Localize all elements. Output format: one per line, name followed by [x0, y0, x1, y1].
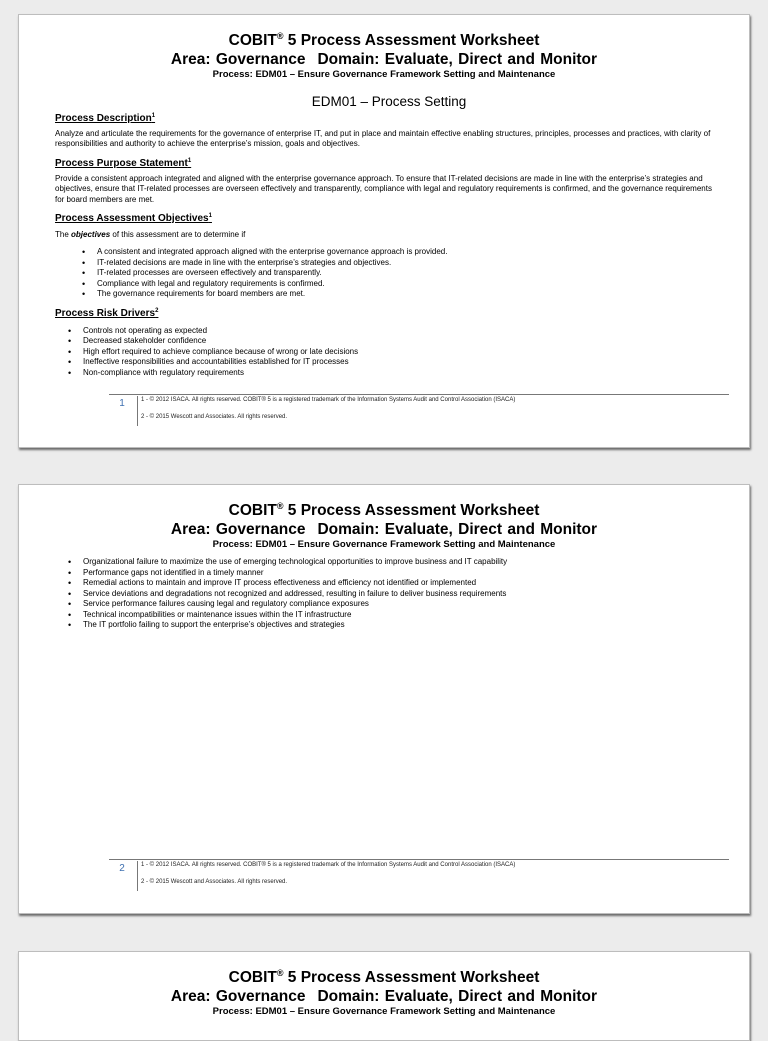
- page-header: [19, 964, 749, 1018]
- risk-drivers-list: [55, 326, 723, 379]
- document-page-2: [18, 484, 750, 914]
- footnote-2: 2 - © 2015 Wescott and Associates. All rights reserved.: [141, 879, 288, 885]
- document-page-3: [18, 951, 750, 1041]
- process-description-text: Analyze and articulate the requirements for the governance of enterprise IT, and put in place and maintain effective enabling structures, principles, processes and practices, with clarity of responsibilities and authority to achieve the enterprise’s mission, goals and objectives.: [55, 129, 711, 149]
- process-label: Process: EDM01 – Ensure Governance Framework Setting and Maintenance: [212, 539, 556, 550]
- list-item: • Remedial actions to maintain and improve IT process effectiveness and efficiency not identified or implemented: [55, 578, 723, 589]
- area-label: Area: Governance: [170, 988, 306, 1005]
- page-header: [19, 27, 749, 81]
- list-item: • Performance gaps not identified in a timely manner: [55, 568, 723, 579]
- list-item: • Compliance with legal and regulatory requirements is confirmed.: [55, 279, 723, 290]
- list-item: • Service deviations and degradations not recognized and addressed, resulting in failure to deliver business requirements: [55, 589, 723, 600]
- process-label: Process: EDM01 – Ensure Governance Framework Setting and Maintenance: [212, 69, 556, 80]
- page-1-content: [55, 94, 723, 378]
- domain-label: Domain: Evaluate, Direct and Monitor: [317, 51, 598, 68]
- worksheet-title: COBIT® 5 Process Assessment Worksheet: [228, 968, 540, 986]
- footer-divider: [137, 861, 138, 891]
- list-item: • IT-related processes are overseen effectively and transparently.: [55, 268, 723, 279]
- page-2-content: [55, 557, 723, 631]
- risk-drivers-list-continued: [55, 557, 723, 631]
- process-setting-title: EDM01 – Process Setting: [311, 94, 467, 109]
- area-domain-line: [19, 520, 749, 539]
- list-item: • Ineffective responsibilities and accountabilities established for IT processes: [55, 357, 723, 368]
- process-label: Process: EDM01 – Ensure Governance Framework Setting and Maintenance: [212, 1006, 556, 1017]
- objectives-intro: The objectives of this assessment are to determine if: [55, 230, 246, 240]
- list-item: • The governance requirements for board members are met.: [55, 289, 723, 300]
- list-item: • Decreased stakeholder confidence: [55, 336, 723, 347]
- area-domain-line: [19, 987, 749, 1006]
- page-number: 2: [119, 863, 125, 874]
- page-footer: [109, 394, 729, 420]
- worksheet-title: COBIT® 5 Process Assessment Worksheet: [228, 501, 540, 519]
- area-label: Area: Governance: [170, 51, 306, 68]
- page-header: [19, 497, 749, 551]
- list-item: • Service performance failures causing legal and regulatory compliance exposures: [55, 599, 723, 610]
- process-purpose-text: Provide a consistent approach integrated and aligned with the enterprise governance approach. To ensure that IT-related decisions are made in line with the enterprise’s strategies and objectives, ensure that IT-related processes are overseen effectively and transparently, compliance with legal and regulatory requirements is confirmed, and the governance requirements for board members are met.: [55, 173, 712, 204]
- document-page-1: [18, 14, 750, 448]
- footer-rule: [109, 859, 729, 860]
- process-description-heading: Process Description$^1$: [55, 113, 156, 124]
- process-purpose-heading: Process Purpose Statement$^1$: [55, 157, 192, 169]
- footer-divider: [137, 396, 138, 426]
- assessment-objectives-heading: Process Assessment Objectives$^1$: [55, 213, 212, 225]
- objectives-list: [55, 247, 723, 300]
- worksheet-title: COBIT® 5 Process Assessment Worksheet: [228, 31, 540, 49]
- list-item: • Non-compliance with regulatory requirements: [55, 368, 723, 379]
- footnote-1: 1 - © 2012 ISACA. All rights reserved. COBIT® 5 is a registered trademark of the Information Systems Audit and Control Association (ISACA): [141, 862, 516, 868]
- area-label: Area: Governance: [170, 521, 306, 538]
- list-item: • IT-related decisions are made in line with the enterprise’s strategies and objectives.: [55, 258, 723, 269]
- footer-rule: [109, 394, 729, 395]
- page-number: 1: [119, 398, 125, 409]
- footnote-2: 2 - © 2015 Wescott and Associates. All rights reserved.: [141, 414, 288, 420]
- domain-label: Domain: Evaluate, Direct and Monitor: [317, 521, 598, 538]
- list-item: • Controls not operating as expected: [55, 326, 723, 337]
- list-item: • The IT portfolio failing to support the enterprise’s objectives and strategies: [55, 620, 723, 631]
- list-item: • High effort required to achieve compliance because of wrong or late decisions: [55, 347, 723, 358]
- list-item: • Organizational failure to maximize the use of emerging technological opportunities to improve business and IT capability: [55, 557, 723, 568]
- area-domain-line: [19, 50, 749, 69]
- list-item: • Technical incompatibilities or maintenance issues within the IT infrastructure: [55, 610, 723, 621]
- risk-drivers-heading: Process Risk Drivers$^2$: [55, 307, 159, 319]
- list-item: • A consistent and integrated approach aligned with the enterprise governance approach is provided.: [55, 247, 723, 258]
- domain-label: Domain: Evaluate, Direct and Monitor: [317, 988, 598, 1005]
- page-footer: [109, 859, 729, 885]
- footnote-1: 1 - © 2012 ISACA. All rights reserved. COBIT® 5 is a registered trademark of the Information Systems Audit and Control Association (ISACA): [141, 397, 516, 403]
